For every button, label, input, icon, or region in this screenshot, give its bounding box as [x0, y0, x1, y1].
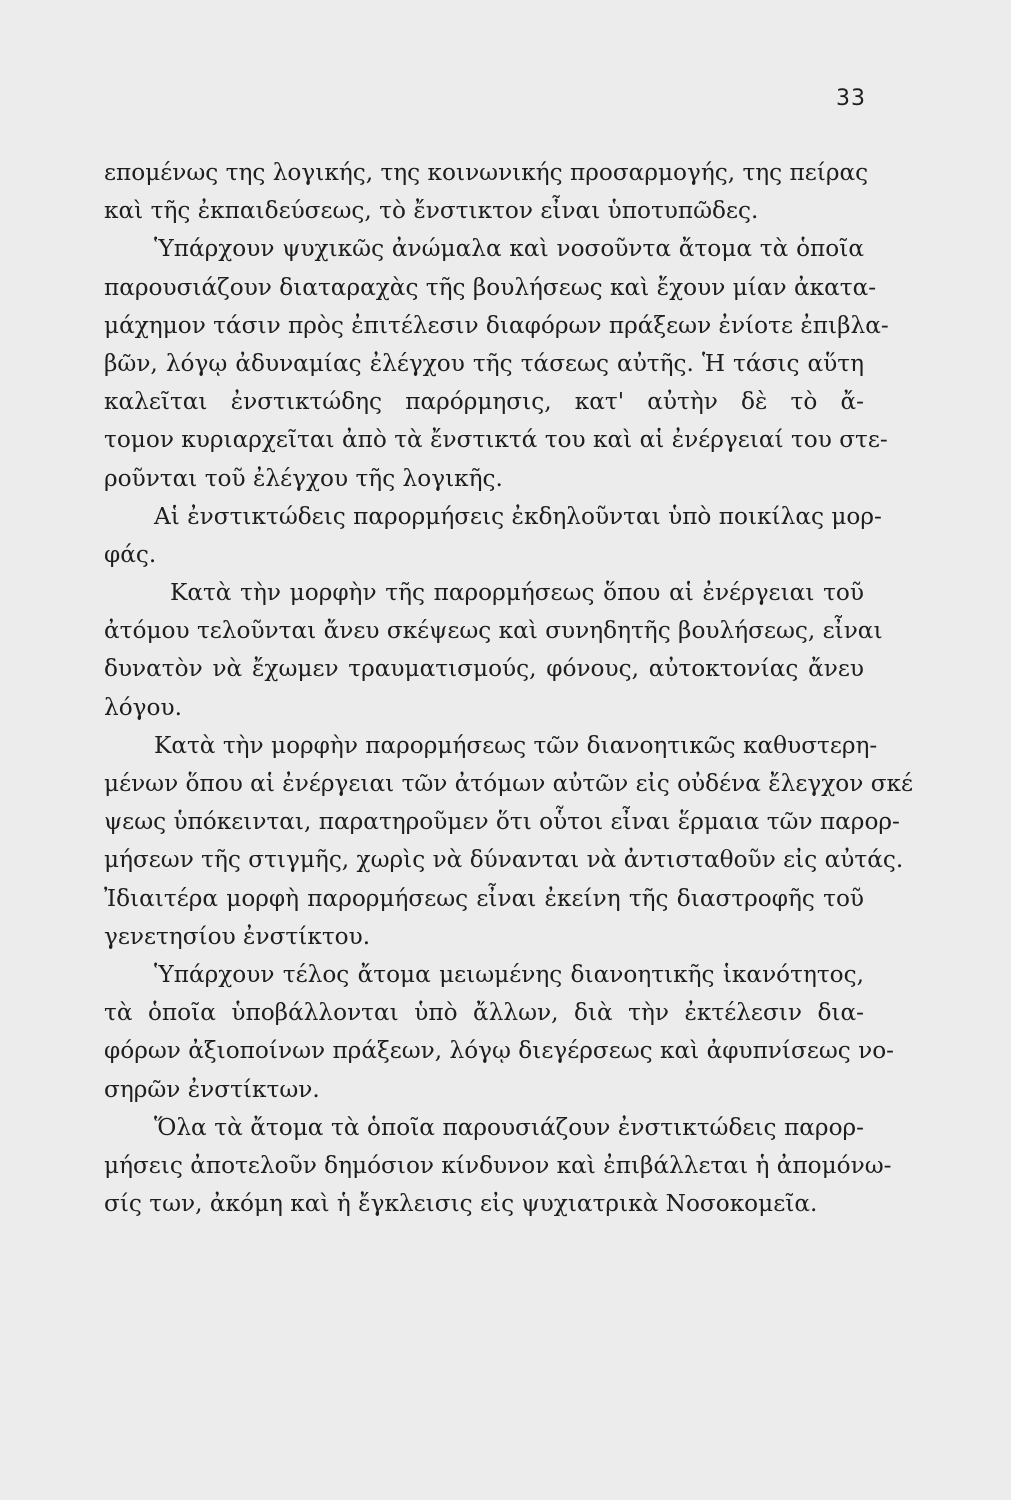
text-line: επομένως της λογικής, της κοινωνικής προσαρμογής, της πείρας — [104, 159, 869, 186]
paragraph-start-line: Κατὰ τὴν μορφὴν τῆς παρορμήσεως ὅπου αἱ ἐνέργειαι τοῦ — [170, 579, 864, 607]
text-line: φάς. — [104, 540, 157, 568]
paragraph-start-line: Ὑπάρχουν ψυχικῶς ἀνώμαλα καὶ νοσοῦντα ἄτομα τὰ ὁποῖα — [154, 235, 864, 263]
text-line: τὰ ὁποῖα ὑποβάλλονται ὑπὸ ἄλλων, διὰ τὴν ἐκτέλεσιν δια- — [104, 999, 864, 1027]
body-text — [104, 154, 914, 1223]
paragraph-start-line: Ὑπάρχουν τέλος ἄτομα μειωμένης διανοητικῆς ἱκανότητος, — [154, 960, 864, 988]
text-line: παρουσιάζουν διαταραχὰς τῆς βουλήσεως καὶ ἔχουν μίαν ἀκατα- — [104, 273, 877, 301]
text-line: ψεως ὑπόκεινται, παρατηροῦμεν ὅτι οὗτοι εἶναι ἕρμαια τῶν παρορ- — [104, 808, 900, 836]
text-line: μήσεων τῆς στιγμῆς, χωρὶς νὰ δύνανται νὰ ἀντισταθοῦν εἰς αὐτάς. — [104, 846, 904, 874]
text-line: δυνατὸν νὰ ἔχωμεν τραυματισμούς, φόνους, αὐτοκτονίας ἄνευ — [104, 655, 864, 683]
page-number: 33 — [836, 86, 866, 111]
text-line: καὶ τῆς ἐκπαιδεύσεως, τὸ ἔνστικτον εἶναι ὑποτυπῶδες. — [104, 197, 759, 225]
text-line: γενετησίου ἐνστίκτου. — [104, 922, 371, 950]
text-line: ροῦνται τοῦ ἐλέγχου τῆς λογικῆς. — [104, 464, 503, 492]
text-line: μήσεις ἀποτελοῦν δημόσιον κίνδυνον καὶ ἐπιβάλλεται ἡ ἀπομόνω- — [104, 1151, 892, 1179]
paragraph-start-line: Κατὰ τὴν μορφὴν παρορμήσεως τῶν διανοητικῶς καθυστερη- — [154, 731, 878, 759]
text-line: φόρων ἀξιοποίνων πράξεων, λόγῳ διεγέρσεως καὶ ἀφυπνίσεως νο- — [104, 1037, 894, 1065]
text-line: ἀτόμου τελοῦνται ἄνευ σκέψεως καὶ συνηδητῆς βουλήσεως, εἶναι — [104, 617, 883, 645]
text-line: βῶν, λόγῳ ἀδυναμίας ἐλέγχου τῆς τάσεως αὐτῆς. Ἡ τάσις αὕτη — [104, 349, 864, 377]
text-line: τομον κυριαρχεῖται ἀπὸ τὰ ἔνστικτά του καὶ αἱ ἐνέργειαί του στε- — [104, 426, 888, 454]
text-line: καλεῖται ἐνστικτώδης παρόρμησις, κατ' αὐτὴν δὲ τὸ ἄ- — [104, 388, 864, 416]
paragraph-start-line: Αἱ ἐνστικτώδεις παρορμήσεις ἐκδηλοῦνται ὑπὸ ποικίλας μορ- — [154, 502, 882, 530]
text-line: σίς των, ἀκόμη καὶ ἡ ἔγκλεισις εἰς ψυχιατρικὰ Νοσοκομεῖα. — [104, 1190, 818, 1218]
paragraph-start-line: Ὅλα τὰ ἄτομα τὰ ὁποῖα παρουσιάζουν ἐνστικτώδεις παρορ- — [154, 1113, 864, 1141]
text-line: Ἰδιαιτέρα μορφὴ παρορμήσεως εἶναι ἐκείνη τῆς διαστροφῆς τοῦ — [104, 884, 864, 912]
text-line: λόγου. — [104, 693, 182, 721]
text-line: μάχημον τάσιν πρὸς ἐπιτέλεσιν διαφόρων πράξεων ἐνίοτε ἐπιβλα- — [104, 311, 889, 339]
text-line: μένων ὅπου αἱ ἐνέργειαι τῶν ἀτόμων αὐτῶν εἰς οὐδένα ἔλεγχον σκέ — [104, 770, 914, 797]
text-line: σηρῶν ἐνστίκτων. — [104, 1075, 320, 1103]
